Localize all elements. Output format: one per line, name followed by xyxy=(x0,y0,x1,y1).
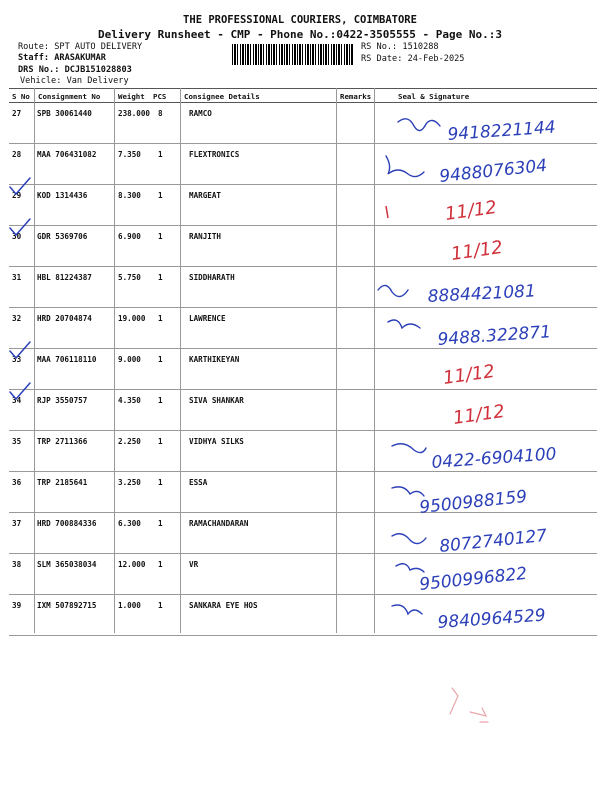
weight-value: 2.250 xyxy=(118,437,141,446)
handwritten-entry: 11/12 xyxy=(449,236,505,265)
signature-scribble xyxy=(398,119,440,131)
row-sno: 29 xyxy=(12,191,22,200)
row-sno: 32 xyxy=(12,314,22,323)
handwritten-entry: 9488.322871 xyxy=(436,322,552,350)
col-header-sno: S No xyxy=(12,92,30,101)
weight-value: 4.350 xyxy=(118,396,141,405)
staff-text: Staff: ARASAKUMAR xyxy=(18,53,106,63)
consignee-name: VR xyxy=(189,560,199,569)
consignment-number: TRP 2711366 xyxy=(37,437,88,446)
row-sno: 33 xyxy=(12,355,22,364)
handwritten-entry: 9840964529 xyxy=(436,605,547,633)
weight-value: 19.000 xyxy=(118,314,146,323)
handwritten-entry: 11/12 xyxy=(441,360,497,389)
col-header-consignee: Consignee Details xyxy=(184,92,260,101)
signature-scribble xyxy=(392,487,424,496)
consignment-number: MAA 706431082 xyxy=(37,150,97,159)
pcs-value: 1 xyxy=(158,191,163,200)
route-text: Route: SPT AUTO DELIVERY xyxy=(18,42,143,52)
weight-value: 3.250 xyxy=(118,478,141,487)
col-header-consignment: Consignment No xyxy=(38,92,101,101)
row-sno: 39 xyxy=(12,601,22,610)
weight-value: 6.300 xyxy=(118,519,141,528)
col-header-remarks: Remarks xyxy=(340,92,372,101)
consignee-name: SANKARA EYE HOS xyxy=(189,601,258,610)
handwritten-entry: 9500988159 xyxy=(418,486,529,518)
handwritten-entry: 8072740127 xyxy=(438,525,549,557)
drs-number: DRS No.: DCJB151028803 xyxy=(18,65,132,75)
signature-scribble xyxy=(392,444,426,453)
consignee-name: FLEXTRONICS xyxy=(189,150,240,159)
consignment-number: SLM 365038034 xyxy=(37,560,97,569)
check-mark-icon xyxy=(10,178,30,194)
consignment-number: MAA 706118110 xyxy=(37,355,97,364)
row-sno: 35 xyxy=(12,437,22,446)
check-mark-icon xyxy=(10,383,30,399)
pcs-value: 1 xyxy=(158,478,163,487)
consignment-number: IXM 507892715 xyxy=(37,601,97,610)
check-mark-icon xyxy=(10,219,30,235)
row-sno: 27 xyxy=(12,109,22,118)
pcs-value: 1 xyxy=(158,355,163,364)
consignment-number: SPB 30061440 xyxy=(37,109,92,118)
ink-tick-mark xyxy=(386,206,388,218)
consignment-number: HRD 700884336 xyxy=(37,519,97,528)
row-sno: 34 xyxy=(12,396,22,405)
consignment-number: KOD 1314436 xyxy=(37,191,88,200)
handwritten-entry: 11/12 xyxy=(451,400,507,429)
check-mark-icon xyxy=(10,342,30,358)
signature-scribble xyxy=(392,605,422,614)
col-header-seal: Seal & Signature xyxy=(398,92,470,101)
handwritten-entry: 8884421081 xyxy=(427,281,537,307)
consignment-number: HRD 20704874 xyxy=(37,314,92,323)
row-sno: 30 xyxy=(12,232,22,241)
handwritten-entry: 9500996822 xyxy=(418,563,529,595)
signature-scribble xyxy=(378,285,408,296)
handwritten-entry: 11/12 xyxy=(443,196,499,225)
pcs-value: 1 xyxy=(158,437,163,446)
pcs-value: 1 xyxy=(158,232,163,241)
handwritten-entry: 9488076304 xyxy=(438,155,549,187)
pcs-value: 1 xyxy=(158,273,163,282)
pcs-value: 1 xyxy=(158,396,163,405)
pcs-value: 1 xyxy=(158,560,163,569)
signature-scribble xyxy=(388,320,420,328)
weight-value: 9.000 xyxy=(118,355,141,364)
runsheet-title: Delivery Runsheet - CMP - Phone No.:0422-3505555 - Page No.:3 xyxy=(98,28,502,41)
handwritten-entry: 0422-6904100 xyxy=(430,444,558,473)
consignee-name: VIDHYA SILKS xyxy=(189,437,244,446)
consignee-name: MARGEAT xyxy=(189,191,222,200)
rs-number: RS No.: 1510288 xyxy=(361,42,439,52)
row-sno: 31 xyxy=(12,273,22,282)
company-title: THE PROFESSIONAL COURIERS, COIMBATORE xyxy=(183,14,417,26)
consignee-name: RAMCO xyxy=(189,109,212,118)
consignee-name: SIVA SHANKAR xyxy=(189,396,244,405)
consignee-name: LAWRENCE xyxy=(189,314,226,323)
vehicle-text: Vehicle: Van Delivery xyxy=(20,76,129,86)
consignee-name: RANJITH xyxy=(189,232,222,241)
consignment-number: GDR 5369706 xyxy=(37,232,88,241)
consignee-name: KARTHIKEYAN xyxy=(189,355,240,364)
weight-value: 7.350 xyxy=(118,150,141,159)
weight-value: 1.000 xyxy=(118,601,141,610)
row-sno: 36 xyxy=(12,478,22,487)
handwritten-entry: 9418221144 xyxy=(446,117,557,145)
consignment-number: TRP 2185641 xyxy=(37,478,88,487)
weight-value: 238.000 xyxy=(118,109,151,118)
signature-scribble xyxy=(396,564,424,572)
pcs-value: 8 xyxy=(158,109,163,118)
pcs-value: 1 xyxy=(158,314,163,323)
consignee-name: RAMACHANDARAN xyxy=(189,519,249,528)
weight-value: 12.000 xyxy=(118,560,146,569)
col-header-weight: Weight xyxy=(118,92,145,101)
rs-date: RS Date: 24-Feb-2025 xyxy=(361,54,465,64)
col-header-pcs: PCS xyxy=(153,92,167,101)
consignment-number: RJP 3550757 xyxy=(37,396,88,405)
signature-scribble xyxy=(392,534,426,544)
row-sno: 38 xyxy=(12,560,22,569)
consignment-number: HBL 81224387 xyxy=(37,273,92,282)
stray-ink-mark xyxy=(450,688,488,722)
signature-scribble xyxy=(386,156,424,177)
weight-value: 5.750 xyxy=(118,273,141,282)
pcs-value: 1 xyxy=(158,519,163,528)
pcs-value: 1 xyxy=(158,150,163,159)
consignee-name: SIDDHARATH xyxy=(189,273,235,282)
weight-value: 6.900 xyxy=(118,232,141,241)
pcs-value: 1 xyxy=(158,601,163,610)
row-sno: 28 xyxy=(12,150,22,159)
row-sno: 37 xyxy=(12,519,22,528)
weight-value: 8.300 xyxy=(118,191,141,200)
consignee-name: ESSA xyxy=(189,478,208,487)
